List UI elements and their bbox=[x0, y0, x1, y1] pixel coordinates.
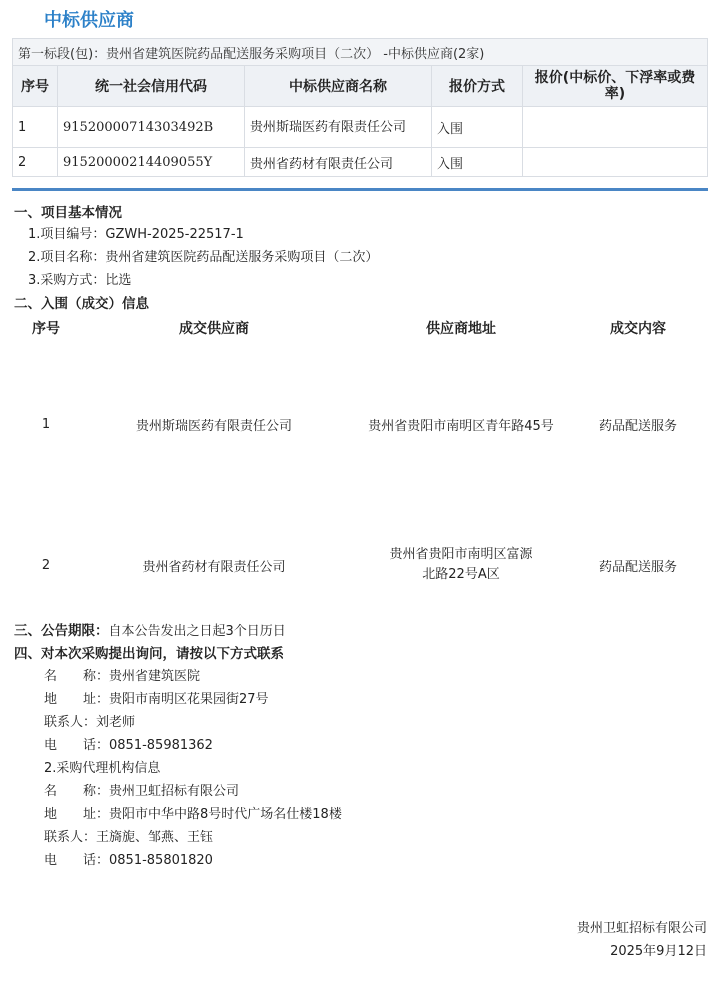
col-header-supplier-name: 中标供应商名称 bbox=[245, 66, 432, 107]
notice-period bbox=[14, 619, 286, 639]
table-row bbox=[14, 340, 704, 509]
row-credit-code: 91520000714303492B bbox=[58, 107, 245, 148]
table-row bbox=[13, 148, 708, 177]
deal-index: 2 bbox=[41, 557, 51, 573]
row-quote bbox=[523, 107, 708, 148]
section-divider bbox=[12, 188, 708, 191]
row-index: 1 bbox=[13, 107, 58, 148]
signature-date: 2025年9月12日 bbox=[610, 944, 707, 959]
section1-heading: 一、项目基本情况 bbox=[14, 205, 122, 221]
deal-table bbox=[14, 316, 704, 621]
section3-heading: 三、公告期限： bbox=[14, 623, 109, 639]
col-header-quote: 报价(中标价、下浮率或费率) bbox=[523, 66, 708, 107]
col-header-credit-code: 统一社会信用代码 bbox=[58, 66, 245, 107]
lot-label: 第一标段(包)：贵州省建筑医院药品配送服务采购项目（二次） -中标供应商(2家) bbox=[13, 39, 708, 66]
signature-org: 贵州卫虹招标有限公司 bbox=[576, 921, 707, 936]
buyer-name: 名 称：贵州省建筑医院 bbox=[44, 669, 201, 684]
agency-name: 名 称：贵州卫虹招标有限公司 bbox=[44, 784, 240, 799]
agency-phone: 电 话：0851-85801820 bbox=[44, 853, 213, 868]
deal-address: 贵州省贵阳市南明区富源北路22号A区 bbox=[389, 547, 533, 582]
project-number: 1.项目编号：GZWH-2025-22517-1 bbox=[28, 227, 244, 242]
winners-table bbox=[12, 38, 708, 177]
deal-col-index: 序号 bbox=[32, 321, 60, 337]
row-credit-code: 91520000214409055Y bbox=[58, 148, 245, 177]
deal-content: 药品配送服务 bbox=[598, 559, 677, 575]
buyer-contact: 联系人：刘老师 bbox=[44, 715, 136, 730]
col-header-quote-method: 报价方式 bbox=[432, 66, 523, 107]
row-supplier-name: 贵州省药材有限责任公司 bbox=[245, 148, 432, 177]
buyer-phone: 电 话：0851-85981362 bbox=[44, 738, 213, 753]
table-row bbox=[14, 509, 704, 621]
deal-address: 贵州省贵阳市南明区青年路45号 bbox=[368, 419, 554, 434]
page-title: 中标供应商 bbox=[44, 10, 134, 31]
deal-supplier: 贵州斯瑞医药有限责任公司 bbox=[135, 419, 292, 434]
deal-col-content: 成交内容 bbox=[610, 321, 666, 337]
row-quote-method: 入围 bbox=[432, 148, 523, 177]
deal-col-supplier: 成交供应商 bbox=[179, 321, 249, 337]
agency-info-heading: 2.采购代理机构信息 bbox=[44, 761, 161, 776]
deal-index: 1 bbox=[41, 417, 51, 432]
row-quote-method: 入围 bbox=[432, 107, 523, 148]
col-header-index: 序号 bbox=[13, 66, 58, 107]
section2-heading: 二、入围（成交）信息 bbox=[14, 296, 149, 312]
buyer-address: 地 址：贵阳市南明区花果园街27号 bbox=[44, 692, 269, 707]
agency-contact: 联系人：王旖旎、邹燕、王钰 bbox=[44, 830, 214, 845]
row-index: 2 bbox=[13, 148, 58, 177]
agency-address: 地 址：贵阳市中华中路8号时代广场名仕楼18楼 bbox=[44, 807, 342, 822]
notice-period-text: 自本公告发出之日起3个日历日 bbox=[108, 624, 286, 639]
table-row bbox=[13, 107, 708, 148]
row-quote bbox=[523, 148, 708, 177]
row-supplier-name: 贵州斯瑞医药有限责任公司 bbox=[245, 107, 432, 148]
project-name: 2.项目名称：贵州省建筑医院药品配送服务采购项目（二次） bbox=[28, 250, 379, 265]
deal-supplier: 贵州省药材有限责任公司 bbox=[142, 559, 286, 575]
deal-content: 药品配送服务 bbox=[598, 419, 677, 434]
procurement-method: 3.采购方式：比选 bbox=[28, 273, 132, 288]
deal-col-address: 供应商地址 bbox=[426, 321, 496, 337]
section4-heading: 四、对本次采购提出询问，请按以下方式联系 bbox=[14, 646, 284, 662]
